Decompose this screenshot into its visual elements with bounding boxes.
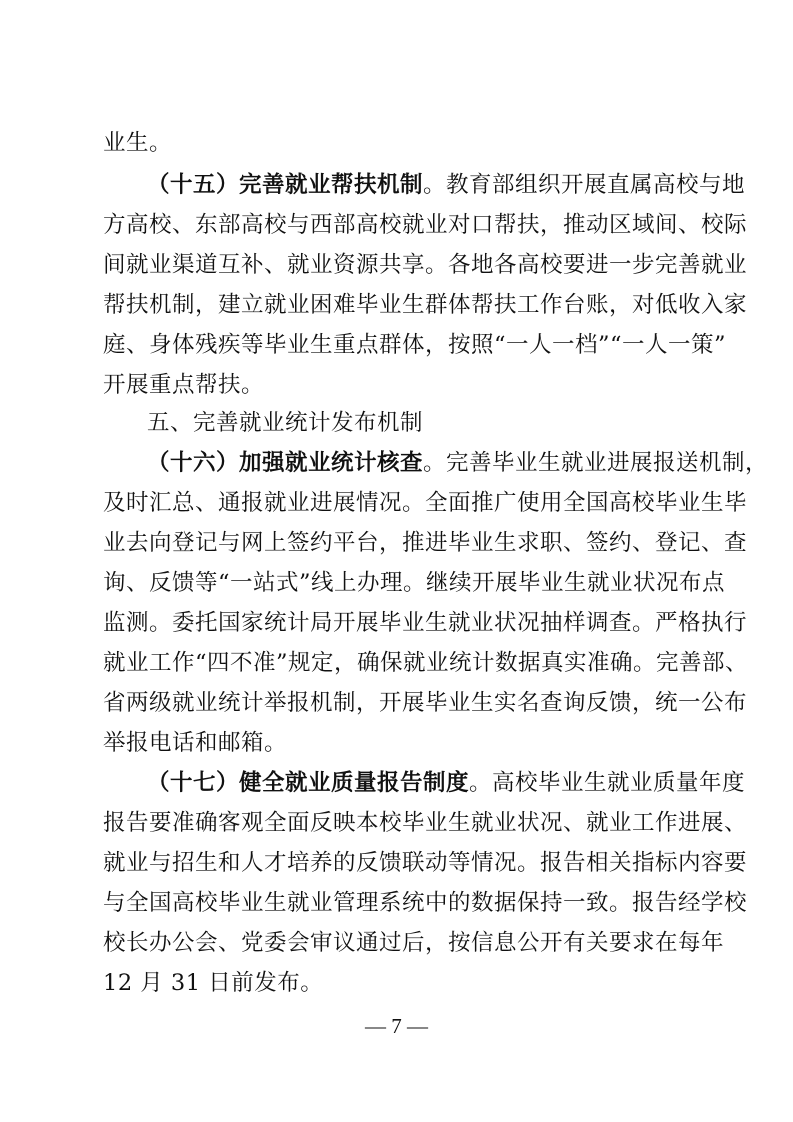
text-line [103, 808, 748, 838]
text-span: 与全国高校毕业生就业管理系统中的数据保持一致。报告经学校 [103, 890, 748, 916]
paragraph-15-first-line [147, 170, 746, 200]
text-line [103, 728, 689, 758]
text-span: 报告要准确客观全面反映本校毕业生就业状况、就业工作进展、 [103, 810, 748, 836]
section-title-text: 五、完善就业统计发布机制 [147, 410, 424, 436]
text-span: 帮扶机制，建立就业困难毕业生群体帮扶工作台账，对低收入家 [103, 292, 748, 318]
text-span: 举报电话和邮箱。 [103, 730, 288, 756]
text-line [103, 928, 725, 958]
section-heading-15: （十五）完善就业帮扶机制 [147, 172, 424, 198]
paragraph-17-first-line [147, 768, 746, 798]
text-span: 业去向登记与网上签约平台，推进毕业生求职、签约、登记、查 [103, 530, 748, 556]
text-span: 间就业渠道互补、就业资源共享。各地各高校要进一步完善就业 [103, 252, 748, 278]
text-span: 开展重点帮扶。 [103, 372, 265, 398]
text-line [103, 888, 748, 918]
section-heading-17: （十七）健全就业质量报告制度 [147, 770, 470, 796]
text-line [103, 968, 689, 998]
text-line [103, 848, 748, 878]
text-line [103, 370, 689, 400]
text-line [103, 688, 748, 718]
text-span: 方高校、东部高校与西部高校就业对口帮扶，推动区域间、校际 [103, 212, 748, 238]
text-span: 12 月 31 日前发布。 [103, 970, 324, 996]
text-span: 。教育部组织开展直属高校与地 [423, 172, 746, 198]
text-line [103, 488, 748, 518]
text-line [103, 250, 748, 280]
text-line [103, 648, 749, 678]
text-line [103, 528, 748, 558]
text-span: 。完善毕业生就业进展报送机制， [423, 450, 769, 476]
text-span: 业生。 [103, 130, 173, 156]
text-span: 就业工作“四不准”规定，确保就业统计数据真实准确。完善部、 [103, 650, 749, 676]
text-line [103, 210, 748, 240]
text-span: 询、反馈等“一站式”线上办理。继续开展毕业生就业状况布点 [103, 570, 726, 596]
text-line [103, 128, 689, 158]
text-span: 庭、身体残疾等毕业生重点群体，按照“一人一档”“一人一策” [103, 332, 727, 358]
paragraph-16-first-line [147, 448, 769, 478]
section-title-5 [147, 408, 689, 438]
text-line [103, 290, 748, 320]
section-heading-16: （十六）加强就业统计核查 [147, 450, 424, 476]
text-span: 校长办公会、党委会审议通过后，按信息公开有关要求在每年 [103, 930, 725, 956]
text-line [103, 568, 726, 598]
page-number: — 7 — [365, 1014, 428, 1038]
text-span: 。高校毕业生就业质量年度 [469, 770, 746, 796]
text-line [103, 330, 727, 360]
text-span: 监测。委托国家统计局开展毕业生就业状况抽样调查。严格执行 [103, 610, 748, 636]
text-span: 省两级就业统计举报机制，开展毕业生实名查询反馈，统一公布 [103, 690, 748, 716]
text-span: 及时汇总、通报就业进展情况。全面推广使用全国高校毕业生毕 [103, 490, 748, 516]
text-span: 就业与招生和人才培养的反馈联动等情况。报告相关指标内容要 [103, 850, 748, 876]
text-line [103, 608, 748, 638]
